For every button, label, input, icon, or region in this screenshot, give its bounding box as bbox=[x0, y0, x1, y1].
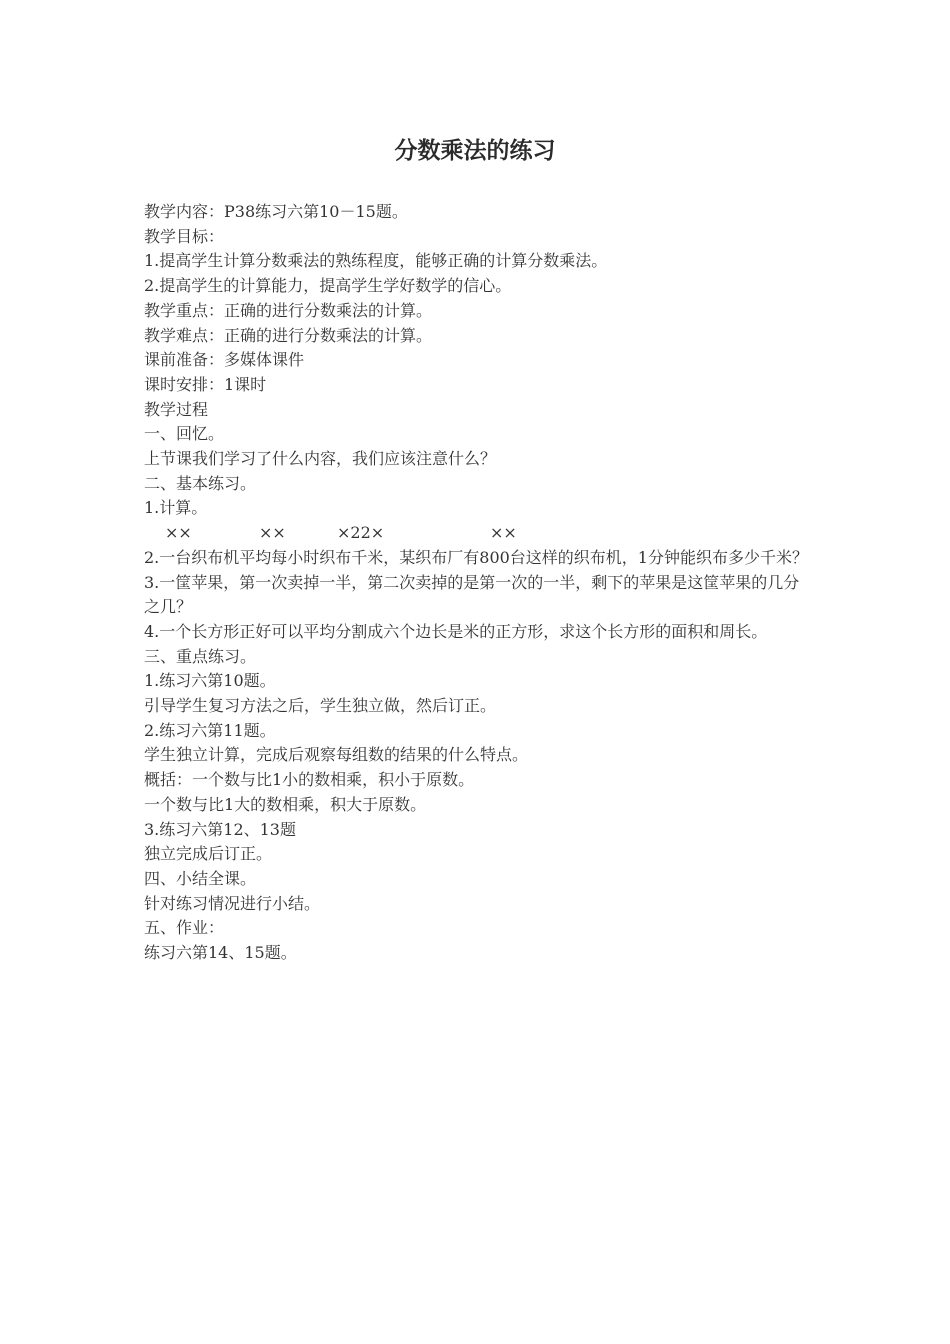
process-heading: 教学过程 bbox=[144, 399, 209, 419]
basic-practice-heading: 二、基本练习。 bbox=[144, 473, 257, 493]
homework-heading: 五、作业： bbox=[144, 918, 225, 938]
focus-item-3: 3.练习六第12、13题 bbox=[144, 819, 296, 839]
review-heading: 一、回忆。 bbox=[144, 424, 225, 444]
schedule: 课时安排：1课时 bbox=[144, 374, 267, 394]
calc-item: ×× bbox=[165, 523, 192, 543]
question-4: 4.一个长方形正好可以平均分割成六个边长是米的正方形，求这个长方形的面积和周长。 bbox=[144, 621, 768, 641]
calc-item: ×22× bbox=[337, 523, 385, 543]
goals-heading: 教学目标： bbox=[144, 226, 225, 246]
calc-item: ×× bbox=[259, 523, 286, 543]
teaching-content: 教学内容：P38练习六第10－15题。 bbox=[144, 202, 408, 221]
key-point: 教学重点：正确的进行分数乘法的计算。 bbox=[144, 300, 433, 320]
focus-item-1-note: 引导学生复习方法之后，学生独立做，然后订正。 bbox=[144, 696, 497, 716]
homework-text: 练习六第14、15题。 bbox=[144, 943, 297, 963]
focus-practice-heading: 三、重点练习。 bbox=[144, 646, 257, 666]
calc-item: ×× bbox=[490, 523, 517, 543]
focus-item-2: 2.练习六第11题。 bbox=[144, 720, 276, 740]
calc-items-row bbox=[144, 521, 814, 546]
wrap-up-text: 针对练习情况进行小结。 bbox=[144, 893, 321, 913]
difficulty: 教学难点：正确的进行分数乘法的计算。 bbox=[144, 325, 433, 345]
focus-item-2-note: 学生独立计算，完成后观察每组数的结果的什么特点。 bbox=[144, 745, 529, 765]
wrap-up-heading: 四、小结全课。 bbox=[144, 868, 257, 888]
calc-heading: 1.计算。 bbox=[144, 498, 208, 518]
goal-1: 1.提高学生计算分数乘法的熟练程度，能够正确的计算分数乘法。 bbox=[144, 251, 608, 271]
focus-item-1: 1.练习六第10题。 bbox=[144, 671, 276, 691]
goal-2: 2.提高学生的计算能力，提高学生学好数学的信心。 bbox=[144, 276, 512, 296]
document-title: 分数乘法的练习 bbox=[394, 137, 556, 164]
summary-1: 概括：一个数与比1小的数相乘，积小于原数。 bbox=[144, 770, 475, 790]
document-body bbox=[144, 200, 814, 966]
question-3: 3.一筐苹果，第一次卖掉一半，第二次卖掉的是第一次的一半，剩下的苹果是这筐苹果的几分之几？ bbox=[144, 572, 800, 617]
focus-item-3-note: 独立完成后订正。 bbox=[144, 844, 273, 864]
review-text: 上节课我们学习了什么内容，我们应该注意什么？ bbox=[144, 449, 497, 469]
question-2: 2.一台织布机平均每小时织布千米，某织布厂有800台这样的织布机，1分钟能织布多少千米？ bbox=[144, 547, 808, 567]
summary-2: 一个数与比1大的数相乘，积大于原数。 bbox=[144, 794, 427, 814]
preparation: 课前准备：多媒体课件 bbox=[144, 350, 305, 370]
